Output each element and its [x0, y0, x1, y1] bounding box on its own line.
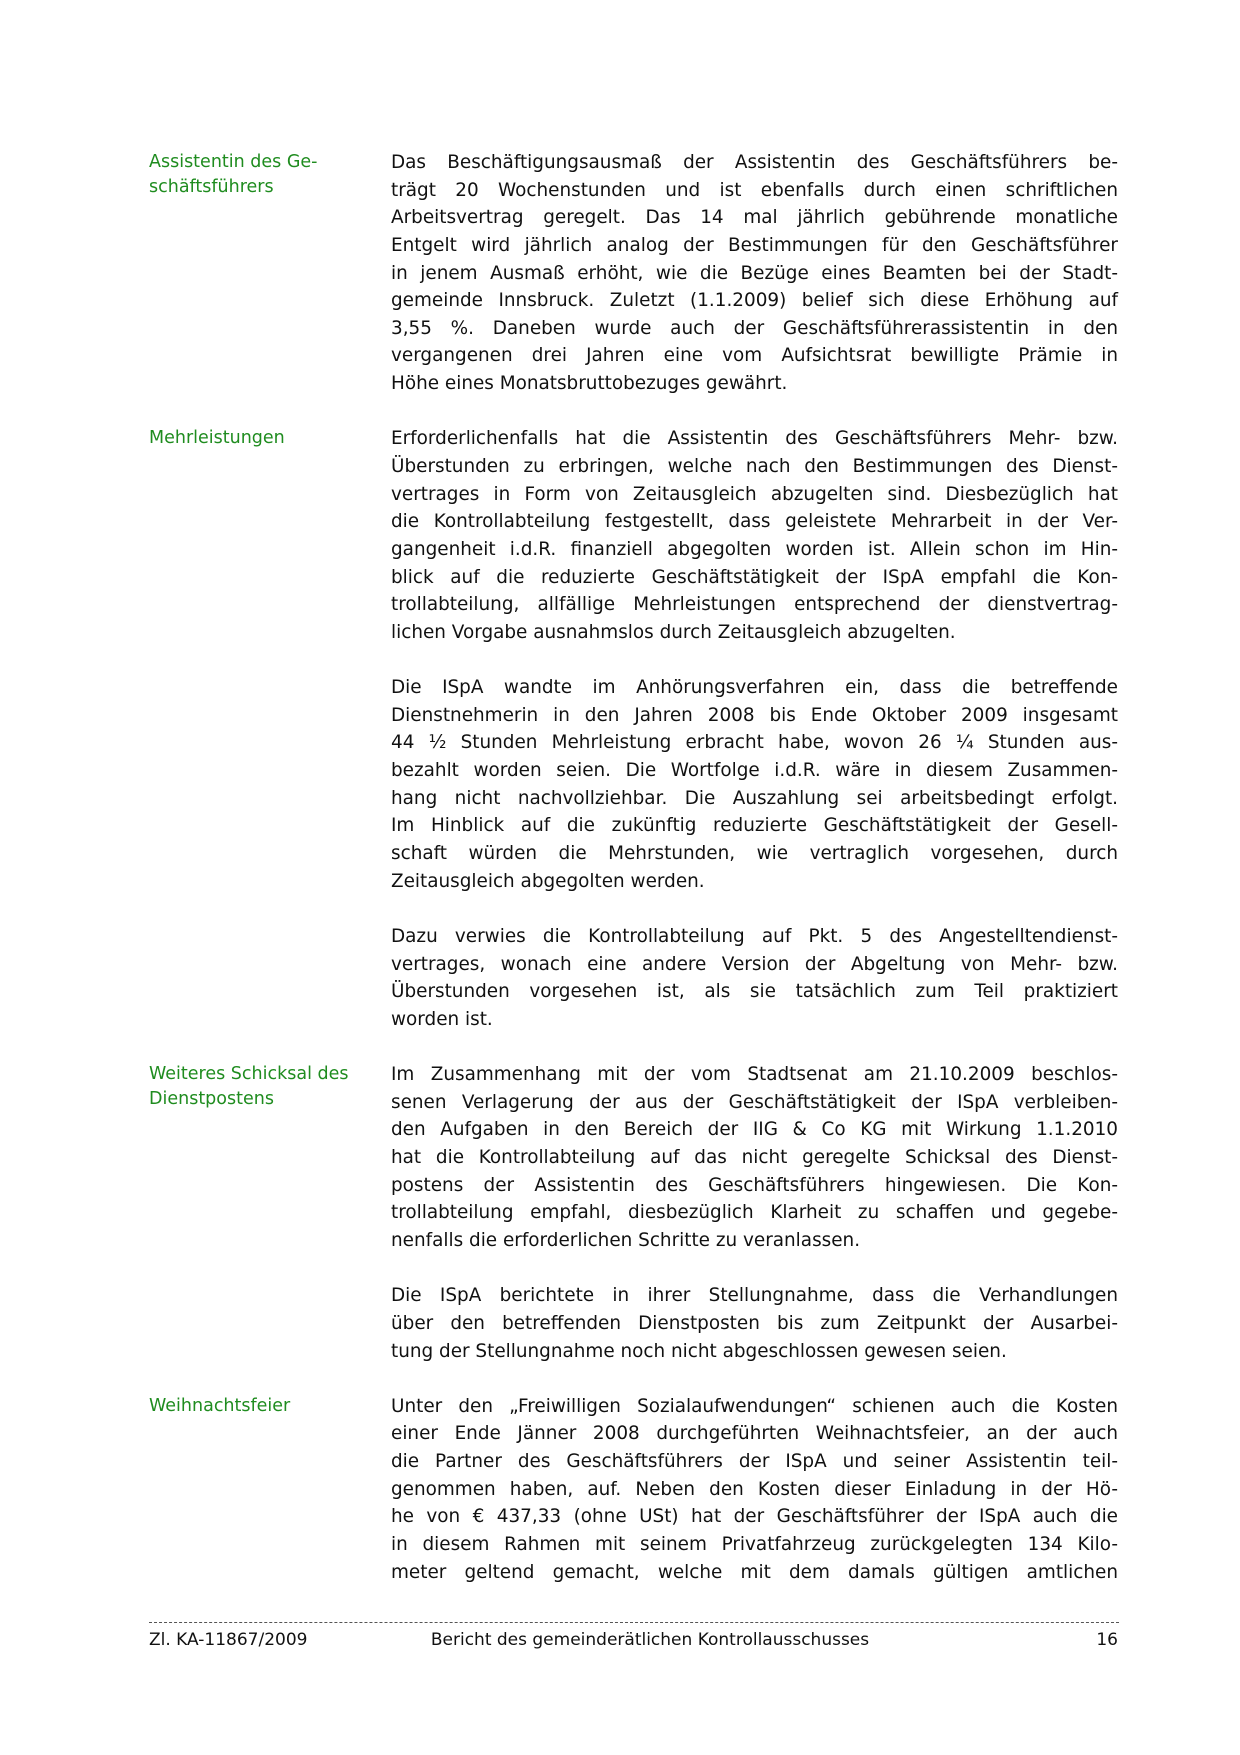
- paragraph-spacer: [0, 647, 1240, 675]
- text-line: lichen Vorgabe ausnahmslos durch Zeitausgleich abzugelten.: [391, 621, 956, 643]
- section-label: [149, 149, 364, 200]
- text-line: Arbeitsvertrag geregelt. Das 14 mal jährlich gebührende monatliche: [391, 207, 1118, 229]
- section-label-line: Dienstpostens: [149, 1089, 274, 1110]
- text-line: genommen haben, auf. Neben den Kosten dieser Einladung in der Hö-: [391, 1478, 1118, 1500]
- text-line: Dazu verwies die Kontrollabteilung auf Pkt. 5 des Angestelltendienst-: [391, 925, 1118, 947]
- footer-reference: Zl. KA-11867/2009: [149, 1630, 308, 1650]
- text-line: Höhe eines Monatsbruttobezuges gewährt.: [391, 373, 788, 395]
- paragraph-spacer: [0, 1255, 1240, 1283]
- section-label-line: Assistentin des Ge-: [149, 152, 318, 172]
- section-label: [149, 1393, 364, 1419]
- text-line: nenfalls die erforderlichen Schritte zu veranlassen.: [391, 1229, 861, 1251]
- text-line: 3,55 %. Daneben wurde auch der Geschäftsführerassistentin in den: [391, 317, 1118, 339]
- paragraph: [391, 425, 1118, 646]
- text-line: Überstunden zu erbringen, welche nach den Bestimmungen des Dienst-: [391, 456, 1118, 478]
- paragraph: [391, 1282, 1118, 1365]
- paragraph: [391, 1061, 1118, 1254]
- text-line: einer Ende Jänner 2008 durchgeführten Weihnachtsfeier, an der auch: [391, 1423, 1118, 1445]
- text-line: trägt 20 Wochenstunden und ist ebenfalls durch einen schriftlichen: [391, 179, 1118, 201]
- paragraph: [391, 674, 1118, 895]
- text-line: he von € 437,33 (ohne USt) hat der Geschäftsführer der ISpA auch die: [391, 1506, 1118, 1528]
- text-line: trollabteilung, allfällige Mehrleistungen entsprechend der dienstvertrag-: [391, 594, 1118, 616]
- text-line: Das Beschäftigungsausmaß der Assistentin des Geschäftsführers be-: [391, 152, 1118, 173]
- text-line: Die ISpA berichtete in ihrer Stellungnahme, dass die Verhandlungen: [391, 1285, 1118, 1307]
- section-label-line: Weiteres Schicksal des: [149, 1064, 349, 1085]
- text-line: den Aufgaben in den Bereich der IIG & Co KG mit Wirkung 1.1.2010: [391, 1119, 1118, 1141]
- page-number: 16: [1096, 1630, 1118, 1650]
- text-line: gangenheit i.d.R. finanziell abgegolten worden ist. Allein schon im Hin-: [391, 538, 1118, 560]
- text-line: tung der Stellungnahme noch nicht abgeschlossen gewesen seien.: [391, 1340, 1007, 1362]
- section-label: [149, 1061, 364, 1112]
- section: [0, 1393, 1240, 1586]
- text-line: in jenem Ausmaß erhöht, wie die Bezüge eines Beamten bei der Stadt-: [391, 262, 1118, 284]
- text-line: trollabteilung empfahl, diesbezüglich Klarheit zu schaffen und gegebe-: [391, 1202, 1118, 1224]
- section: [0, 425, 1240, 1061]
- section-label-line: Weihnachtsfeier: [149, 1395, 291, 1416]
- text-line: die Partner des Geschäftsführers der ISpA und seiner Assistentin teil-: [391, 1451, 1118, 1473]
- text-line: in diesem Rahmen mit seinem Privatfahrzeug zurückgelegten 134 Kilo-: [391, 1534, 1118, 1556]
- paragraph-spacer: [0, 398, 1240, 426]
- text-line: vergangenen drei Jahren eine vom Aufsichtsrat bewilligte Prämie in: [391, 345, 1118, 367]
- section: [0, 1061, 1240, 1393]
- text-line: 44 ½ Stunden Mehrleistung erbracht habe, wovon 26 ¼ Stunden aus-: [391, 732, 1118, 754]
- text-line: meter geltend gemacht, welche mit dem damals gültigen amtlichen: [391, 1561, 1118, 1583]
- text-line: gemeinde Innsbruck. Zuletzt (1.1.2009) belief sich diese Erhöhung auf: [391, 290, 1118, 312]
- paragraph: [391, 1393, 1118, 1586]
- text-line: postens der Assistentin des Geschäftsführers hingewiesen. Die Kon-: [391, 1174, 1118, 1196]
- document-body: [0, 149, 1240, 1586]
- text-line: worden ist.: [391, 1008, 493, 1030]
- section-label-line: Mehrleistungen: [149, 428, 285, 449]
- text-line: blick auf die reduzierte Geschäftstätigkeit der ISpA empfahl die Kon-: [391, 566, 1118, 588]
- text-line: Entgelt wird jährlich analog der Bestimmungen für den Geschäftsführer: [391, 234, 1118, 256]
- section: [0, 149, 1240, 425]
- text-line: Überstunden vorgesehen ist, als sie tatsächlich zum Teil praktiziert: [391, 981, 1118, 1003]
- paragraph-spacer: [0, 1365, 1240, 1393]
- text-line: Im Hinblick auf die zukünftig reduzierte Geschäftstätigkeit der Gesell-: [391, 815, 1118, 837]
- text-line: Unter den „Freiwilligen Sozialaufwendungen“ schienen auch die Kosten: [391, 1395, 1118, 1417]
- text-line: Dienstnehmerin in den Jahren 2008 bis Ende Oktober 2009 insgesamt: [391, 704, 1118, 726]
- text-line: bezahlt worden seien. Die Wortfolge i.d.R. wäre in diesem Zusammen-: [391, 760, 1118, 782]
- text-line: Im Zusammenhang mit der vom Stadtsenat am 21.10.2009 beschlos-: [391, 1064, 1118, 1086]
- text-line: hang nicht nachvollziehbar. Die Auszahlung sei arbeitsbedingt erfolgt.: [391, 787, 1118, 809]
- text-line: die Kontrollabteilung festgestellt, dass geleistete Mehrarbeit in der Ver-: [391, 511, 1118, 533]
- section-label: [149, 425, 364, 451]
- section-label-line: schäftsführers: [149, 177, 274, 197]
- text-line: Zeitausgleich abgegolten werden.: [391, 870, 705, 892]
- text-line: schaft würden die Mehrstunden, wie vertraglich vorgesehen, durch: [391, 843, 1118, 865]
- footer-divider: [149, 1622, 1119, 1623]
- paragraph: [391, 923, 1118, 1034]
- text-line: hat die Kontrollabteilung auf das nicht geregelte Schicksal des Dienst-: [391, 1147, 1118, 1169]
- footer-title: Bericht des gemeinderätlichen Kontrollausschusses: [430, 1630, 870, 1650]
- paragraph-spacer: [0, 895, 1240, 923]
- paragraph-spacer: [0, 1034, 1240, 1062]
- text-line: senen Verlagerung der aus der Geschäftstätigkeit der ISpA verbleiben-: [391, 1091, 1118, 1113]
- text-line: Die ISpA wandte im Anhörungsverfahren ein, dass die betreffende: [391, 677, 1118, 699]
- text-line: vertrages in Form von Zeitausgleich abzugelten sind. Diesbezüglich hat: [391, 483, 1118, 505]
- paragraph: [391, 149, 1118, 398]
- text-line: vertrages, wonach eine andere Version der Abgeltung von Mehr- bzw.: [391, 953, 1118, 975]
- text-line: über den betreffenden Dienstposten bis zum Zeitpunkt der Ausarbei-: [391, 1312, 1118, 1334]
- text-line: Erforderlichenfalls hat die Assistentin des Geschäftsführers Mehr- bzw.: [391, 428, 1118, 450]
